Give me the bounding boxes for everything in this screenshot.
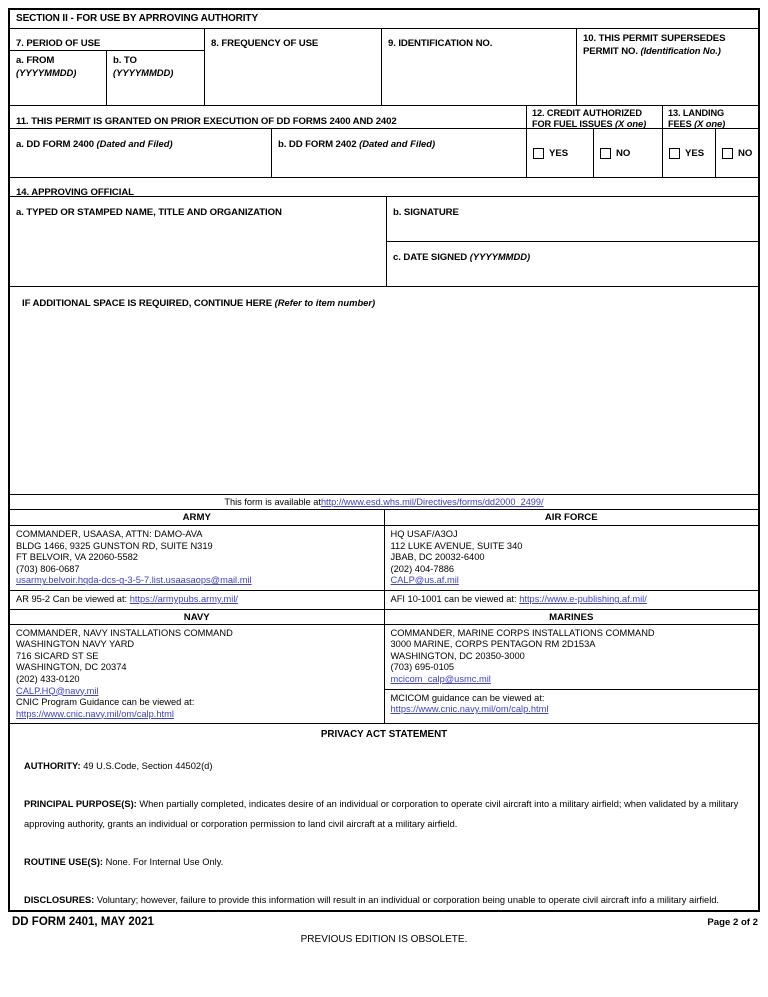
item-14-title: 14. APPROVING OFFICIAL — [16, 187, 134, 198]
navy-column — [10, 625, 385, 724]
item-13-yes-option[interactable] — [663, 129, 716, 177]
form-availability-url[interactable]: http://www.esd.whs.mil/Directives/forms/dd2000_2499/ — [320, 497, 544, 507]
army-address-block — [10, 526, 384, 590]
item-7-title: 7. PERIOD OF USE — [16, 38, 101, 49]
army-address-line: BLDG 1466, 9325 GUNSTON RD, SUITE N319 — [16, 540, 213, 551]
army-address-line: FT BELVOIR, VA 22060-5582 — [16, 552, 138, 563]
items-11-to-13-row — [10, 106, 758, 178]
army-airforce-heading-row — [10, 510, 758, 526]
item-11-title-cell — [10, 106, 526, 129]
item-13-title-cell — [663, 106, 758, 128]
privacy-authority-text: 49 U.S.Code, Section 44502(d) — [80, 761, 213, 772]
item-8-title: 8. FREQUENCY OF USE — [211, 38, 319, 49]
marines-address-line: COMMANDER, MARINE CORPS INSTALLATIONS COMMAND — [390, 627, 655, 638]
item-12-no-option[interactable] — [594, 129, 663, 177]
item-12-yes-option[interactable] — [527, 129, 594, 177]
item-13-x-one-hint: (X one) — [691, 118, 726, 130]
privacy-disclosures-text: Voluntary; however, failure to provide this information will result in an individual or corporation being unable to operate civil aircraft info a military airfield. — [94, 895, 720, 906]
navy-address-line: (202) 433-0120 — [16, 673, 80, 684]
airforce-regulation-note — [385, 590, 759, 609]
army-email-link[interactable]: usarmy.belvoir.hqda-dcs-g-3-5-7.list.usaasaops@mail.mil — [16, 575, 252, 586]
airforce-note-url[interactable]: https://www.e-publishing.af.mil/ — [519, 593, 647, 604]
form-availability-line — [10, 494, 758, 510]
airforce-address-line: JBAB, DC 20032-6400 — [390, 552, 485, 563]
item-14c-hint: (YYYYMMDD) — [467, 251, 531, 262]
airforce-address-line: (202) 404-7886 — [390, 563, 455, 574]
page-footer — [8, 916, 760, 950]
item-11b-label: b. DD FORM 2402 — [278, 139, 357, 150]
item-12-title-bold: FOR FUEL ISSUES — [532, 119, 613, 130]
marines-note-url[interactable]: https://www.cnic.navy.mil/om/calp.html — [390, 704, 549, 715]
marines-address-block — [385, 625, 759, 689]
item-12-yes-label: YES — [549, 147, 569, 159]
additional-space-textarea[interactable] — [10, 311, 758, 494]
item-13-no-checkbox[interactable] — [722, 148, 733, 159]
previous-edition-notice: PREVIOUS EDITION IS OBSOLETE. — [300, 934, 468, 945]
item-14b-label: b. SIGNATURE — [393, 207, 459, 218]
item-14a-label: a. TYPED OR STAMPED NAME, TITLE AND ORGANIZATION — [16, 207, 282, 218]
item-13-title-line1: 13. LANDING — [668, 108, 725, 118]
item-14a-name-title-org[interactable] — [10, 197, 387, 286]
form-availability-prefix: This form is available at — [224, 497, 321, 507]
army-heading: ARMY — [10, 510, 385, 525]
privacy-purpose-paragraph — [24, 794, 744, 834]
item-10-permit-supersedes[interactable] — [577, 29, 758, 105]
item-14-body — [10, 197, 758, 287]
navy-email-link[interactable]: CALP.HQ@navy.mil — [16, 685, 99, 696]
item-12-title-cell — [527, 106, 663, 128]
item-13-title-bold: FEES — [668, 119, 692, 130]
navy-note-url[interactable]: https://www.cnic.navy.mil/om/calp.html — [16, 708, 174, 719]
navy-marines-heading-row — [10, 609, 758, 625]
marines-note-prefix: MCICOM guidance can be viewed at: — [390, 692, 545, 703]
item-7b-to-cell[interactable] — [107, 51, 204, 105]
navy-marines-body-row — [10, 625, 758, 724]
item-14c-label: c. DATE SIGNED — [393, 252, 468, 263]
marines-guidance-note — [385, 689, 759, 719]
privacy-routine-text: None. For Internal Use Only. — [103, 857, 224, 868]
item-10-title-line2 — [583, 45, 758, 58]
army-address-line: (703) 806-0687 — [16, 563, 80, 574]
army-note-url[interactable]: https://armypubs.army.mil/ — [129, 593, 239, 604]
item-8-frequency-of-use[interactable] — [205, 29, 382, 105]
item-10-title-bold: PERMIT NO. — [583, 45, 638, 57]
privacy-purpose-text: When partially completed, indicates desire of an individual or corporation to operate civil aircraft into a military airfield; when validated by a military approving authority, grants an individual or corporation permission to land civil aircraft at a military airfield. — [24, 799, 739, 830]
item-7b-hint: (YYYYMMDD) — [113, 66, 174, 78]
privacy-authority-paragraph — [24, 756, 744, 776]
navy-heading: NAVY — [10, 610, 385, 624]
additional-space-hint: (Refer to item number) — [272, 297, 376, 308]
additional-space-label: IF ADDITIONAL SPACE IS REQUIRED, CONTINUE HERE — [22, 298, 273, 309]
army-airforce-body-row — [10, 526, 758, 609]
airforce-address-line: HQ USAF/A3OJ — [390, 529, 458, 539]
navy-note-prefix: CNIC Program Guidance can be viewed at: — [16, 697, 195, 708]
items-7-to-10-row — [10, 29, 758, 106]
item-12-no-label: NO — [616, 147, 631, 159]
item-7-period-of-use — [10, 29, 205, 105]
marines-address-line: (703) 695-0105 — [390, 662, 455, 673]
navy-address-line: WASHINGTON NAVY YARD — [16, 639, 135, 650]
navy-address-line: 716 SICARD ST SE — [16, 650, 99, 661]
privacy-routine-label: ROUTINE USE(S): — [24, 857, 104, 868]
item-7-title-cell — [10, 29, 204, 51]
marines-address-line: 3000 MARINE, CORPS PENTAGON RM 2D153A — [390, 639, 596, 650]
item-10-title-hint: (Identification No.) — [637, 44, 721, 56]
item-13-no-label: NO — [738, 147, 753, 159]
marines-address-line: WASHINGTON, DC 20350-3000 — [390, 650, 525, 661]
item-12-title-line1: 12. CREDIT AUTHORIZED — [532, 108, 642, 118]
item-14c-date-signed[interactable] — [387, 242, 758, 286]
item-10-title-line1: 10. THIS PERMIT SUPERSEDES — [583, 33, 726, 44]
section-ii-title: SECTION II - FOR USE BY APRROVING AUTHORITY — [16, 13, 259, 25]
navy-address-line: COMMANDER, NAVY INSTALLATIONS COMMAND — [16, 627, 233, 638]
item-9-title: 9. IDENTIFICATION NO. — [388, 38, 493, 49]
marines-heading: MARINES — [549, 611, 594, 623]
item-11a-label: a. DD FORM 2400 — [16, 139, 94, 150]
item-7a-from-cell[interactable] — [10, 51, 107, 105]
privacy-act-title: PRIVACY ACT STATEMENT — [10, 723, 758, 742]
items-12-13-block — [527, 106, 758, 177]
privacy-authority-label: AUTHORITY: — [24, 761, 81, 772]
army-address-line: COMMANDER, USAASA, ATTN: DAMO-AVA — [16, 529, 203, 539]
navy-address-line: WASHINGTON, DC 20374 — [16, 662, 127, 673]
airforce-column — [385, 526, 759, 609]
airforce-heading: AIR FORCE — [544, 512, 598, 523]
airforce-address-block — [385, 526, 759, 590]
item-11a-dd-form-2400[interactable] — [10, 129, 272, 177]
dd-form-2401-page2 — [8, 8, 760, 912]
privacy-disclosures-paragraph — [24, 890, 744, 910]
item-13-yes-label: YES — [685, 147, 705, 159]
marines-email-link[interactable]: mcicom_calp@usmc.mil — [390, 673, 491, 684]
item-7a-label: a. FROM — [16, 55, 55, 66]
navy-address-block — [10, 625, 384, 724]
item-13-yes-checkbox[interactable] — [669, 148, 680, 159]
airforce-email-link[interactable]: CALP@us.af.mil — [390, 575, 459, 586]
additional-space-header — [10, 287, 758, 311]
item-11a-hint: (Dated and Filed) — [93, 138, 173, 149]
privacy-act-body — [10, 742, 758, 910]
form-identifier: DD FORM 2401, MAY 2021 — [12, 916, 154, 928]
item-12-no-checkbox[interactable] — [600, 148, 611, 159]
item-7a-hint: (YYYYMMDD) — [16, 66, 77, 78]
page-number: Page 2 of 2 — [707, 917, 758, 928]
item-12-x-one-hint: (X one) — [612, 118, 647, 130]
item-11b-dd-form-2402[interactable] — [272, 129, 526, 177]
item-11-title: 11. THIS PERMIT IS GRANTED ON PRIOR EXECUTION OF DD FORMS 2400 AND 2402 — [16, 116, 397, 127]
airforce-address-line: 112 LUKE AVENUE, SUITE 340 — [390, 540, 523, 551]
marines-column — [385, 625, 759, 724]
army-note-prefix: AR 95-2 Can be viewed at: — [16, 593, 130, 604]
privacy-disclosures-label: DISCLOSURES: — [24, 895, 95, 906]
item-12-yes-checkbox[interactable] — [533, 148, 544, 159]
item-13-no-option[interactable] — [716, 129, 758, 177]
item-9-identification-no[interactable] — [382, 29, 577, 105]
item-7b-label: b. TO — [113, 55, 137, 66]
item-14b-signature[interactable] — [387, 197, 758, 242]
item-11b-hint: (Dated and Filed) — [356, 138, 436, 149]
section-ii-header — [10, 10, 758, 29]
army-regulation-note — [10, 590, 384, 609]
privacy-routine-paragraph — [24, 852, 744, 872]
privacy-purpose-label: PRINCIPAL PURPOSE(S): — [24, 799, 137, 810]
item-11-block — [10, 106, 527, 177]
item-14-title-cell — [10, 178, 758, 197]
army-column — [10, 526, 385, 609]
airforce-note-prefix: AFI 10-1001 can be viewed at: — [390, 593, 520, 604]
